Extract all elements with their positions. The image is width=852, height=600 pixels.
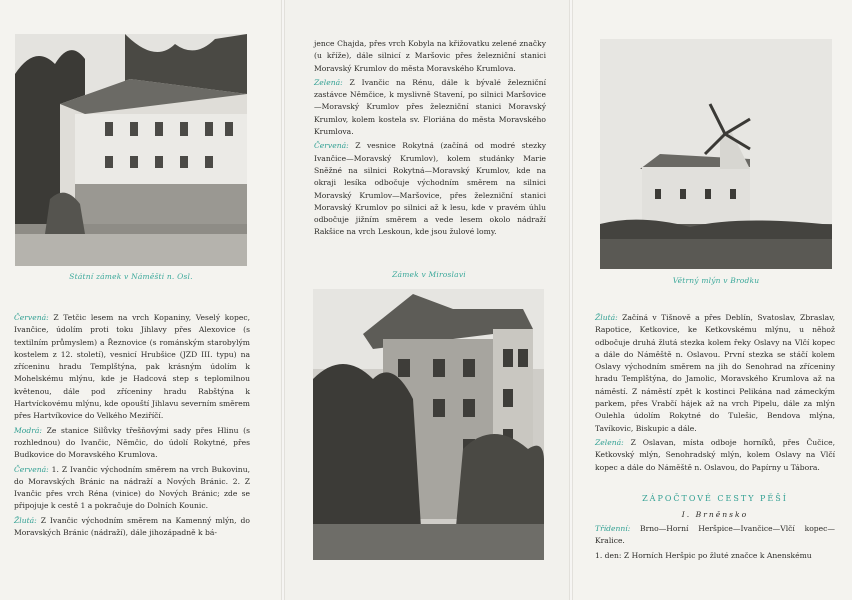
route-paragraph	[595, 550, 835, 562]
route-text: Ze stanice Silůvky třešňovými sady přes Hlinu (s rozhlednou) do Ivančic, Němčic, do údolí Rokytné, přes Budkovice do Moravského Krumlova.	[14, 425, 250, 460]
panel2-text	[314, 38, 546, 241]
route-paragraph	[314, 140, 546, 238]
route-label: Žlutá:	[14, 515, 37, 525]
route-label: Červená:	[14, 464, 49, 474]
route-paragraph	[595, 437, 835, 474]
route-label: Modrá:	[14, 425, 42, 435]
route-text: Z Ivančic východním směrem na Kamenný mlýn, do Moravských Bránic (nádraží), dále jihozápadně k bá-	[14, 515, 250, 538]
miroslav-caption: Zámek v Miroslavi	[392, 270, 466, 279]
route-text: Brno—Horní Heršpice—Ivančice—Vlčí kopec—Kralice.	[595, 524, 835, 546]
route-label: Červená:	[14, 313, 49, 322]
windmill-caption: Větrný mlýn v Brodku	[672, 276, 760, 285]
castle-photo	[15, 34, 247, 266]
route-text: Začíná v Tišnově a přes Deblín, Svatoslav, Zbraslav, Rapotice, Ketkovice, ke Ketkovskému mlýnu, u něhož odbočuje druhá žlutá stezka kolem řeky Oslavy na Vlčí kopec a dále do Náměště n. Oslavou. První stezka se stáčí kolem Oslavy východním směrem na jih do Senohrad na zříceniny hradu Templštýna, do Jamolic, Moravského Krumlova až na náměstí. Z náměstí zpět k kostinci Pelikána nad zámeckým parkem, přes Vrabčí hájek až na vrch Pipelu, dále za mlýn Oulehla údolím Rokytné do Tulešic, Bendova mlýna, Tavíkovic, Biskupic a dále.	[595, 313, 835, 433]
route-text: Z Ivančic na Rénu, dále k bývalé železniční zastávce Němčice, k myslivně Stavení, po silnici Maršovice—Moravský Krumlov přes železniční stanici Moravský Krumlov, kolem kostela sv. Floriána do města Moravského Krumlova.	[314, 77, 546, 137]
panel3-text	[595, 312, 835, 476]
route-text: Z Tetčic lesem na vrch Kopaniny, Veselý kopec, Ivančice, údolím proti toku Jihlavy přes Alexovice (s textilním průmyslem) a Řeznovice (s románským starobylým kostelem z 12. století), vesnicí Hrubšice (JZD III. typu) na zříceninu hradu Templštýna, pak krásným údolím k Mohelskému mlýnu, kde je Hadcová step s teplomilnou květenou, dále pod zříceniny hradu Rabštýna k Hartvíckovému mlýnu, kde opouští Jihlavu severním směrem přes Hartvíkovice do Velkého Meziříčí.	[14, 313, 250, 421]
miroslav-photo	[313, 289, 544, 560]
panel1-text	[14, 312, 250, 541]
route-paragraph	[14, 312, 250, 423]
middle-panel	[285, 0, 569, 600]
route-label: Zelená:	[314, 77, 343, 87]
route-label: Žlutá:	[595, 313, 618, 322]
route-text: jence Chajda, přes vrch Kobyla na křižovatku zelené značky (u kříže), dále silnicí z Maršovic přes železniční stanici Moravský Krumlov do města Moravského Krumlova.	[314, 39, 546, 73]
route-label: Zelená:	[595, 437, 624, 447]
panel3-text-2	[595, 523, 835, 564]
right-panel	[573, 0, 852, 600]
route-paragraph	[314, 77, 546, 138]
route-paragraph	[14, 464, 250, 513]
left-panel	[0, 0, 281, 600]
route-text: 1. den: Z Horních Heršpic po žluté značce k Anenskému	[595, 550, 812, 560]
route-paragraph	[595, 312, 835, 435]
route-text: Z Oslavan, místa odboje horníků, přes Čučice, Ketkovský mlýn, Senohradský mlýn, kolem Oslavy na Vlčí kopec a dále do Náměště n. Oslavou, do Papírny u Tábora.	[595, 437, 835, 472]
route-paragraph	[314, 38, 546, 75]
section-subtitle: I. Brněnsko	[681, 510, 749, 519]
route-text: 1. Z Ivančic východním směrem na vrch Bukovinu, do Moravských Bránic na nádraží a Nových Bránic. 2. Z Ivančic přes vrch Réna (vinice) do Nových Bránic; zde se připojuje k cestě 1 a pokračuje do Dolních Kounic.	[14, 464, 250, 511]
route-label: Třídenní:	[595, 524, 631, 533]
route-text: Z vesnice Rokytná (začíná od modré stezky Ivančice—Moravský Krumlov), kolem studánky Marie Sněžné na silnici Rokytná—Moravský Krumlov, kde na okraji lesíka odbočuje východním směrem na silnici Moravský Krumlov—Maršovice, přes železniční stanici Moravský Krumlov po silnici až k lesu, kde v pravém úhlu odbočuje jižním směrem a vede lesem okolo nádraží Rakšice na vrch Leskoun, kde jsou žulové lomy.	[314, 141, 546, 237]
castle-caption: Státní zámek v Náměšti n. Osl.	[69, 272, 193, 281]
route-paragraph	[14, 425, 250, 462]
windmill-photo	[600, 39, 832, 269]
route-paragraph	[14, 515, 250, 540]
route-paragraph	[595, 523, 835, 548]
section-title: ZÁPOČTOVÉ CESTY PĚŠÍ	[642, 494, 788, 503]
route-label: Červená:	[314, 141, 349, 151]
